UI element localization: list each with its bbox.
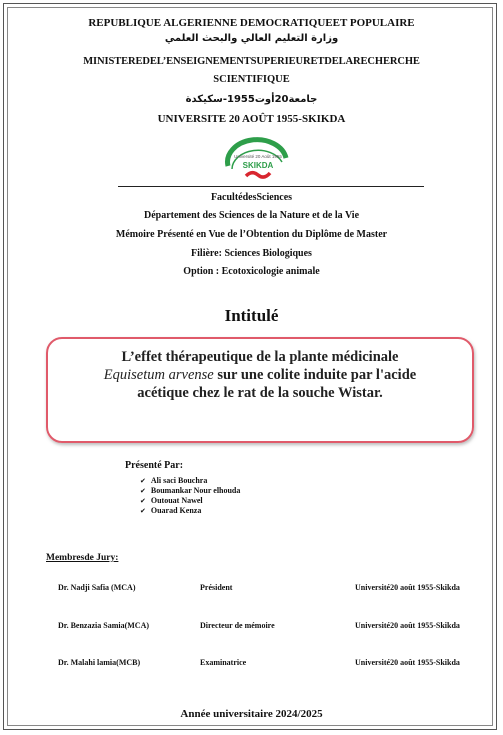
thesis-statement: Mémoire Présenté en Vue de l’Obtention du Diplôme de Master	[115, 229, 388, 240]
university-name: UNIVERSITE 20 AOÛT 1955-SKIKDA	[157, 113, 346, 125]
title-line-2	[60, 366, 460, 384]
jury-member-name: Dr. Benzazia Samia(MCA)	[58, 621, 150, 630]
jury-member-role: Examinatrice	[200, 658, 247, 667]
separator-line	[118, 186, 424, 187]
checkmark-icon: ✔	[140, 507, 146, 515]
ministry-arabic: وزارة التعليم العالي والبحث العلمي	[164, 33, 339, 44]
checkmark-icon: ✔	[140, 487, 146, 495]
jury-member-role: Président	[200, 583, 233, 592]
title-line-1: L’effet thérapeutique de la plante médicinale	[121, 349, 399, 365]
jury-title: Membresde Jury:	[46, 553, 119, 563]
option-name: Option : Ecotoxicologie animale	[183, 266, 320, 277]
jury-row	[0, 621, 503, 633]
jury-member-affiliation: Université20 août 1955-Skikda	[355, 583, 460, 592]
student-name: Boumankar Nour elhouda	[150, 486, 241, 495]
field-name: Filière: Sciences Biologiques	[191, 248, 312, 259]
department-name: Département des Sciences de la Nature et de la Vie	[143, 210, 360, 221]
ministry-line-1: MINISTEREDEL’ENSEIGNEMENTSUPERIEURETDELARECHERCHE	[83, 56, 420, 67]
republic-header: REPUBLIQUE ALGERIENNE DEMOCRATIQUEET POPULAIRE	[88, 17, 415, 29]
thesis-title	[60, 348, 460, 402]
checkmark-icon: ✔	[140, 497, 146, 505]
presented-by-label: Présenté Par:	[125, 460, 184, 471]
jury-row	[0, 658, 503, 670]
jury-member-affiliation: Université20 août 1955-Skikda	[355, 658, 460, 667]
title-heading: Intitulé	[224, 306, 279, 325]
jury-row	[0, 583, 503, 595]
logo-arc-text: Université 20 Août 1955	[234, 154, 282, 159]
jury-member-role: Directeur de mémoire	[200, 621, 275, 630]
faculty-name: FacultédesSciences	[210, 192, 293, 203]
logo-name: SKIKDA	[242, 161, 274, 170]
list-item	[140, 506, 240, 516]
jury-member-name: Dr. Malahi lamia(MCB)	[58, 658, 141, 667]
title-line-2-rest: sur une colite induite par l'acide	[213, 367, 417, 383]
student-name: Ouarad Kenza	[150, 506, 202, 515]
logo-red-swoosh	[246, 173, 270, 177]
list-item	[140, 486, 240, 496]
species-name: Equisetum arvense	[103, 367, 214, 383]
ministry-line-2: SCIENTIFIQUE	[213, 74, 290, 85]
list-item	[140, 496, 240, 506]
list-item	[140, 476, 240, 486]
jury-member-affiliation: Université20 août 1955-Skikda	[355, 621, 460, 630]
checkmark-icon: ✔	[140, 477, 146, 485]
student-name: Outouat Nawel	[150, 496, 203, 505]
university-arabic: جامعة20أوت1955-سكيكدة	[185, 94, 318, 105]
academic-year: Année universitaire 2024/2025	[180, 708, 323, 720]
students-list	[140, 476, 240, 516]
university-logo	[222, 136, 292, 182]
jury-member-name: Dr. Nadji Safia (MCA)	[58, 583, 136, 592]
student-name: Ali saci Bouchra	[150, 476, 208, 485]
title-line-3: acétique chez le rat de la souche Wistar.	[137, 385, 383, 401]
